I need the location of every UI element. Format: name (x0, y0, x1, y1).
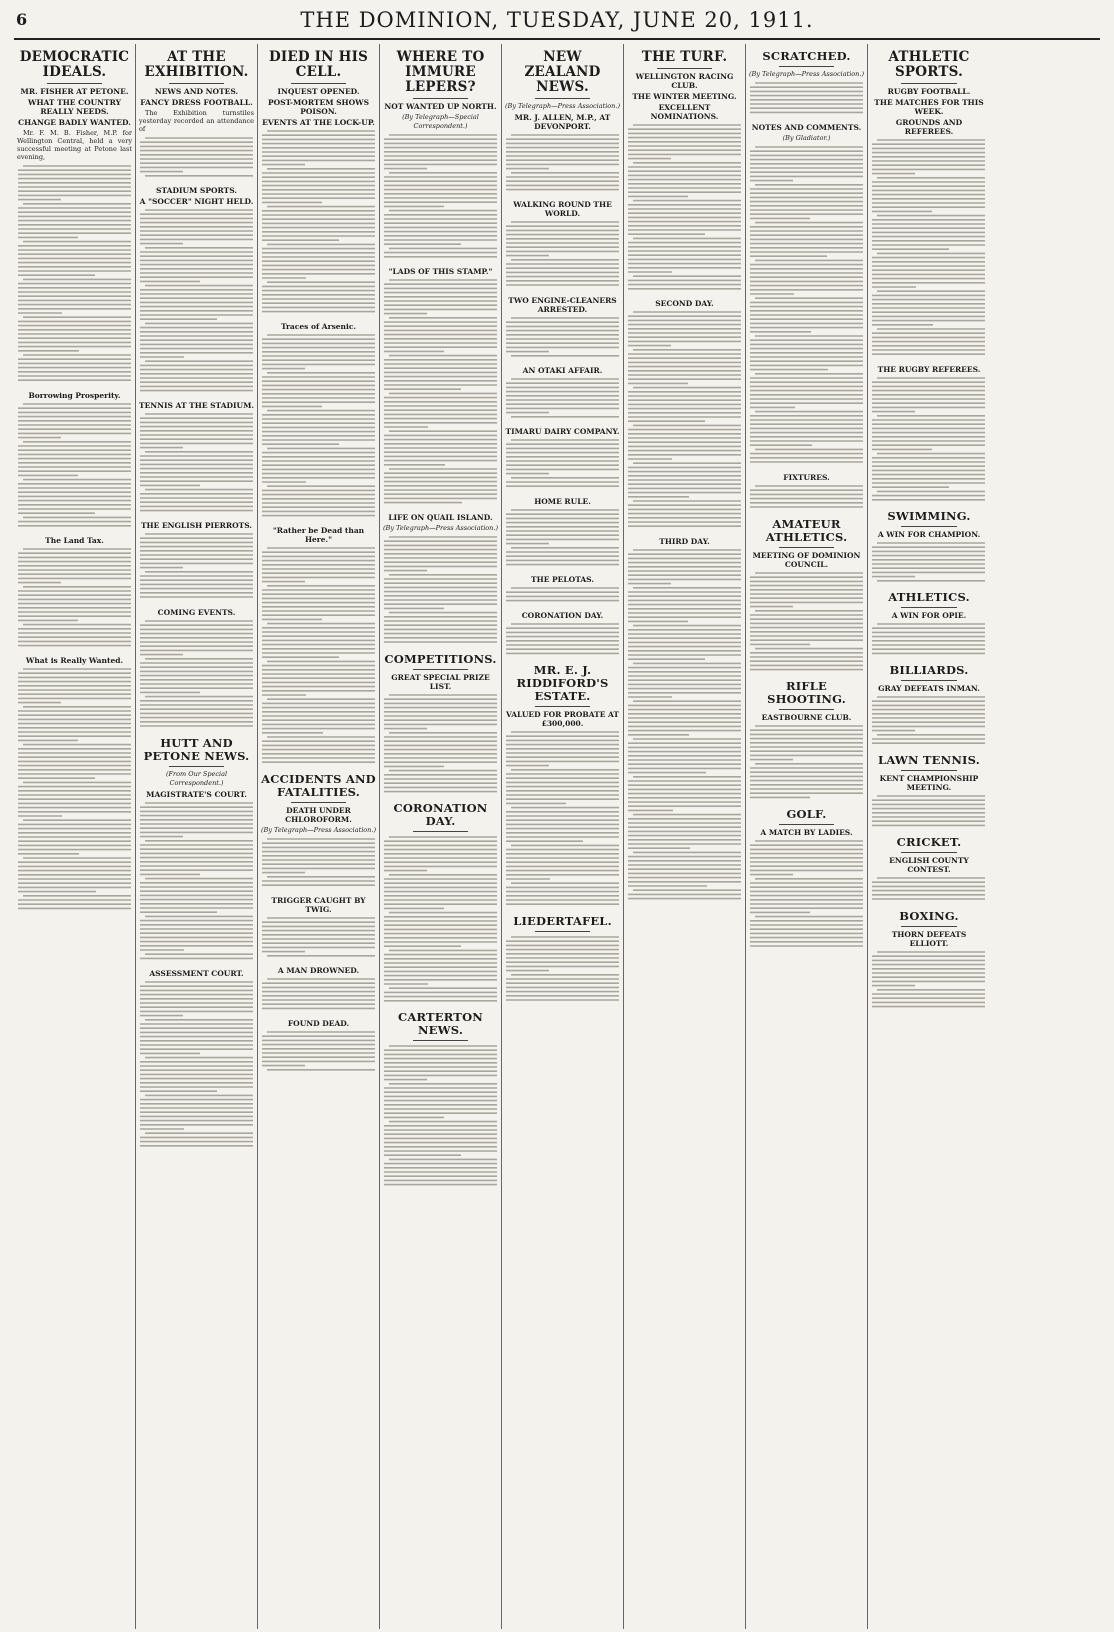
article-body-text (871, 876, 987, 904)
headline-rule (901, 770, 957, 771)
article-body-text (749, 839, 864, 951)
article-headline: SWIMMING. (887, 509, 971, 523)
article-subheading: EASTBOURNE CLUB. (761, 713, 852, 722)
article-subheading: EVENTS AT THE LOCK-UP. (262, 118, 375, 127)
article-body-text (871, 794, 987, 830)
article-headline: WHERE TO IMMURE LEPERS? (396, 49, 485, 95)
headline-rule (413, 98, 468, 99)
article-section (871, 836, 987, 904)
article-body-text (627, 123, 742, 293)
article-headline: HUTT AND PETONE NEWS. (143, 736, 250, 763)
article-body-text (871, 541, 987, 585)
headline-rule (779, 709, 834, 710)
column-1 (14, 44, 136, 1629)
article-section (139, 401, 254, 515)
article-body-text (505, 586, 620, 605)
article-subheading: "LADS OF THIS STAMP." (388, 267, 493, 276)
headline-rule (413, 669, 468, 670)
article-section (505, 50, 620, 194)
article-subheading: (By Telegraph—Press Association.) (749, 70, 864, 78)
article-body-text (383, 835, 498, 1005)
article-section (139, 50, 254, 180)
article-section (17, 391, 132, 530)
article-section (627, 50, 742, 293)
headline-rule (413, 1040, 468, 1041)
article-section (627, 537, 742, 903)
article-section (17, 656, 132, 913)
headline-rule (413, 831, 468, 832)
article-subheading: A WIN FOR CHAMPION. (877, 530, 981, 539)
headline-rule (779, 824, 834, 825)
columns-container (14, 44, 1100, 1629)
article-headline: CARTERTON NEWS. (398, 1010, 483, 1037)
headline-rule (291, 802, 346, 803)
article-subheading: (By Telegraph—Press Association.) (505, 102, 620, 110)
article-body-text (17, 402, 132, 530)
headline-rule (169, 83, 224, 84)
article-section (505, 296, 620, 360)
article-body-text (505, 935, 620, 1005)
article-subheading: GRAY DEFEATS INMAN. (878, 684, 980, 693)
article-body-text (139, 136, 254, 180)
article-body-text (505, 438, 620, 491)
article-headline: DEMOCRATIC IDEALS. (19, 49, 130, 80)
article-subheading: THE RUGBY REFEREES. (877, 365, 981, 374)
article-body-text (17, 164, 132, 385)
article-subheading: The Land Tax. (45, 536, 104, 545)
article-subheading: Borrowing Prosperity. (28, 391, 121, 400)
article-subheading: ASSESSMENT COURT. (149, 969, 244, 978)
article-headline: COMPETITIONS. (384, 652, 497, 666)
article-section (505, 366, 620, 421)
article-body-text (871, 695, 987, 748)
article-subheading: FIXTURES. (783, 473, 830, 482)
article-body-text (261, 837, 376, 890)
article-section (139, 969, 254, 1150)
article-section (261, 322, 376, 520)
article-section (139, 608, 254, 731)
article-section (261, 966, 376, 1013)
article-body-text (139, 801, 254, 963)
article-subheading: "Rather be Dead than Here." (272, 526, 365, 544)
article-body-text (383, 278, 498, 507)
article-section (139, 186, 254, 395)
headline-rule (901, 83, 957, 84)
article-body-text (261, 1030, 376, 1074)
article-subheading: A "SOCCER" NIGHT HELD. (139, 197, 254, 206)
article-subheading: THE WINTER MEETING. (632, 92, 737, 101)
article-subheading: TENNIS AT THE STADIUM. (139, 401, 255, 410)
article-subheading: GROUNDS AND REFEREES. (895, 118, 963, 136)
article-subheading: ENGLISH COUNTY CONTEST. (889, 856, 969, 874)
article-body-text (383, 693, 498, 796)
article-body-text (17, 547, 132, 650)
headline-rule (901, 852, 957, 853)
article-subheading: NOT WANTED UP NORTH. (384, 102, 497, 111)
article-section (871, 591, 987, 658)
article-subheading: MEETING OF DOMINION COUNCIL. (752, 551, 861, 569)
article-subheading: STADIUM SPORTS. (156, 186, 237, 195)
article-subheading: MR. J. ALLEN, M.P., AT DEVONPORT. (514, 113, 611, 131)
article-section (749, 518, 864, 674)
article-section (383, 653, 498, 796)
article-section (261, 896, 376, 960)
newspaper-title: THE DOMINION, TUESDAY, JUNE 20, 1911. (300, 8, 814, 32)
headline-rule (657, 68, 712, 69)
article-body-text (871, 950, 987, 1011)
article-section (505, 575, 620, 605)
article-subheading: INQUEST OPENED. (277, 87, 360, 96)
article-body-text (749, 724, 864, 802)
masthead (14, 8, 1100, 40)
article-body-text (139, 980, 254, 1150)
article-subheading: (By Telegraph—Press Association.) (261, 826, 376, 834)
column-6 (624, 44, 746, 1629)
article-section (383, 802, 498, 1005)
article-body-text (627, 310, 742, 531)
article-section (17, 50, 132, 385)
article-body-text (261, 333, 376, 520)
headline-rule (901, 607, 957, 608)
article-body-text (139, 412, 254, 515)
article-body-text (505, 508, 620, 569)
column-5 (502, 44, 624, 1629)
article-body-text (749, 145, 864, 467)
article-subheading: NEWS AND NOTES. (154, 87, 239, 96)
headline-rule (291, 83, 346, 84)
article-body-text (505, 316, 620, 360)
article-headline: BOXING. (899, 909, 959, 923)
article-subheading: CORONATION DAY. (521, 611, 604, 620)
headline-rule (901, 680, 957, 681)
article-subheading: What is Really Wanted. (25, 656, 124, 665)
article-section (871, 664, 987, 748)
article-subheading: MR. FISHER AT PETONE. (20, 87, 129, 96)
article-subheading: A MAN DROWNED. (277, 966, 360, 975)
article-subheading: Traces of Arsenic. (280, 322, 357, 331)
article-headline: NEW ZEALAND NEWS. (524, 49, 601, 95)
article-body-text (17, 667, 132, 913)
article-headline: ACCIDENTS AND FATALITIES. (261, 772, 376, 799)
article-body-text (505, 377, 620, 421)
headline-rule (779, 547, 834, 548)
article-section (871, 365, 987, 504)
article-section (261, 50, 376, 316)
article-subheading: THIRD DAY. (659, 537, 710, 546)
article-headline: THE TURF. (641, 49, 728, 65)
article-subheading: WELLINGTON RACING CLUB. (635, 72, 734, 90)
article-subheading: SECOND DAY. (655, 299, 714, 308)
article-headline: DIED IN HIS CELL. (268, 49, 369, 80)
article-headline: MR. E. J. RIDDIFORD'S ESTATE. (516, 663, 609, 703)
article-section (261, 526, 376, 767)
article-lead: Mr. F. M. B. Fisher, M.P. for Wellington Central, held a very successful meeting at Petone last evening, (17, 129, 132, 161)
article-subheading: (By Telegraph—Special Correspondent.) (402, 113, 479, 130)
article-subheading: FOUND DEAD. (287, 1019, 350, 1028)
article-subheading: EXCELLENT NOMINATIONS. (650, 103, 719, 121)
article-section (383, 513, 498, 647)
article-body-text (505, 622, 620, 658)
article-subheading: TRIGGER CAUGHT BY TWIG. (271, 896, 366, 914)
column-3 (258, 44, 380, 1629)
article-body-text (627, 548, 742, 903)
article-headline: ATHLETIC SPORTS. (888, 49, 970, 80)
article-headline: GOLF. (786, 807, 827, 821)
column-4 (380, 44, 502, 1629)
article-headline: AMATEUR ATHLETICS. (765, 517, 848, 544)
article-body-text (139, 619, 254, 731)
article-subheading: WALKING ROUND THE WORLD. (513, 200, 612, 218)
article-body-text (261, 916, 376, 960)
column-8 (868, 44, 990, 1629)
article-body-text (261, 546, 376, 767)
article-section (505, 915, 620, 1005)
article-subheading: A MATCH BY LADIES. (760, 828, 853, 837)
article-body-text (383, 1044, 498, 1189)
article-subheading: (From Our Special Correspondent.) (165, 770, 228, 787)
article-section (505, 200, 620, 290)
article-body-text (871, 138, 987, 359)
column-2 (136, 44, 258, 1629)
article-body-text (139, 208, 254, 395)
article-body-text (749, 484, 864, 512)
article-subheading: TWO ENGINE-CLEANERS ARRESTED. (508, 296, 617, 314)
headline-rule (901, 926, 957, 927)
article-subheading: (By Telegraph—Press Association.) (383, 524, 498, 532)
column-7 (746, 44, 868, 1629)
headline-rule (169, 766, 224, 767)
article-section (871, 754, 987, 830)
article-section (139, 521, 254, 602)
article-subheading: THE MATCHES FOR THIS WEEK. (874, 98, 984, 116)
article-section (749, 123, 864, 467)
article-headline: RIFLE SHOOTING. (767, 679, 846, 706)
article-body-text (505, 220, 620, 290)
article-subheading: THE PELOTAS. (531, 575, 594, 584)
article-subheading: AN OTAKI AFFAIR. (522, 366, 603, 375)
article-body-text (749, 81, 864, 117)
article-headline: CRICKET. (896, 835, 962, 849)
article-section (871, 510, 987, 585)
article-section (505, 664, 620, 909)
article-section (505, 611, 620, 658)
article-section (261, 1019, 376, 1074)
article-body-text (749, 571, 864, 674)
headline-rule (535, 98, 590, 99)
article-subheading: RUGBY FOOTBALL. (887, 87, 971, 96)
article-section (871, 50, 987, 359)
article-body-text (383, 535, 498, 647)
article-headline: LAWN TENNIS. (878, 753, 980, 767)
article-section (749, 680, 864, 802)
article-headline: BILLIARDS. (889, 663, 969, 677)
article-headline: AT THE EXHIBITION. (144, 49, 249, 80)
article-section (261, 773, 376, 890)
headline-rule (901, 526, 957, 527)
article-subheading: (By Gladiator.) (782, 134, 831, 142)
article-section (17, 536, 132, 650)
article-headline: LIEDERTAFEL. (513, 914, 612, 928)
headline-rule (535, 706, 590, 707)
article-subheading: VALUED FOR PROBATE AT £300,000. (505, 710, 620, 728)
article-subheading: THE ENGLISH PIERROTS. (140, 521, 253, 530)
article-subheading: WHAT THE COUNTRY REALLY NEEDS. (28, 98, 121, 116)
article-headline: CORONATION DAY. (393, 801, 488, 828)
article-subheading: THORN DEFEATS ELLIOTT. (891, 930, 967, 948)
article-lead: The Exhibition turnstiles yesterday recorded an attendance of (139, 109, 254, 133)
article-body-text (261, 977, 376, 1013)
article-subheading: COMING EVENTS. (157, 608, 236, 617)
article-section (749, 808, 864, 951)
article-subheading: FANCY DRESS FOOTBALL. (140, 98, 253, 107)
article-body-text (261, 129, 376, 316)
headline-rule (47, 83, 102, 84)
article-section (749, 50, 864, 117)
article-section (749, 473, 864, 512)
article-section (139, 737, 254, 963)
article-subheading: NOTES AND COMMENTS. (751, 123, 862, 132)
article-subheading: TIMARU DAIRY COMPANY. (505, 427, 620, 436)
article-headline: SCRATCHED. (762, 49, 851, 63)
article-section (505, 427, 620, 491)
article-body-text (505, 133, 620, 194)
article-subheading: MAGISTRATE'S COURT. (146, 790, 247, 799)
article-body-text (871, 622, 987, 658)
article-headline: ATHLETICS. (888, 590, 970, 604)
article-subheading: KENT CHAMPIONSHIP MEETING. (879, 774, 979, 792)
article-subheading: CHANGE BADLY WANTED. (18, 118, 131, 127)
article-subheading: DEATH UNDER CHLOROFORM. (285, 806, 352, 824)
article-section (627, 299, 742, 531)
headline-rule (535, 931, 590, 932)
article-body-text (139, 532, 254, 602)
article-section (871, 910, 987, 1011)
article-subheading: HOME RULE. (534, 497, 591, 506)
article-body-text (505, 730, 620, 909)
article-body-text (871, 376, 987, 504)
article-subheading: GREAT SPECIAL PRIZE LIST. (391, 673, 490, 691)
article-body-text (383, 133, 498, 261)
page-number: 6 (16, 10, 28, 29)
article-subheading: POST-MORTEM SHOWS POISON. (267, 98, 370, 116)
headline-rule (779, 66, 834, 67)
article-section (383, 50, 498, 261)
article-subheading: LIFE ON QUAIL ISLAND. (388, 513, 493, 522)
article-section (383, 1011, 498, 1189)
article-subheading: A WIN FOR OPIE. (891, 611, 967, 620)
article-section (383, 267, 498, 507)
article-section (505, 497, 620, 569)
